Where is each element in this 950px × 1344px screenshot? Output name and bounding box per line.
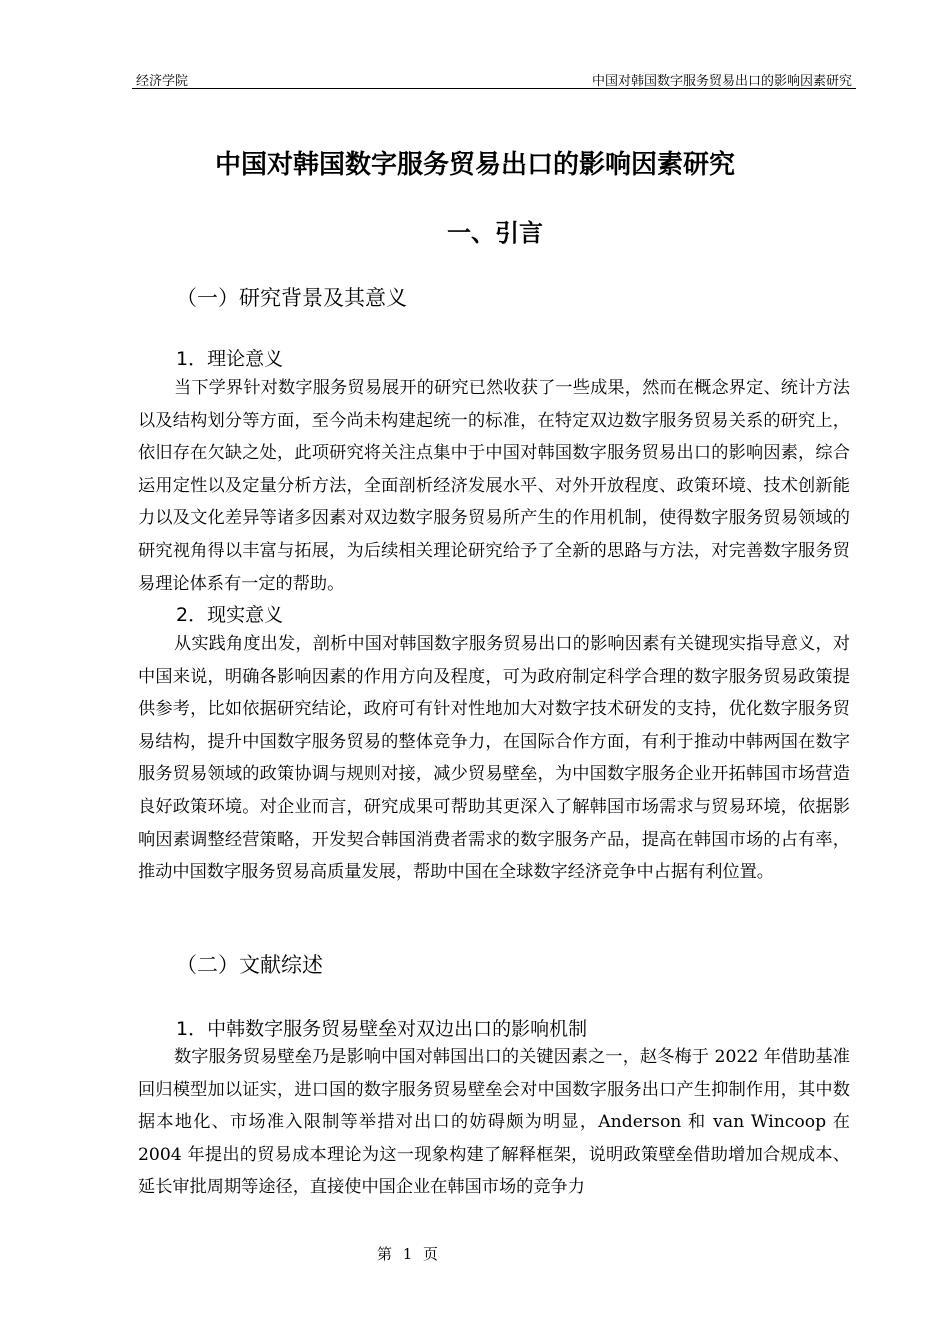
paragraph-practice: 从实践角度出发，剖析中国对韩国数字服务贸易出口的影响因素有关键现实指导意义，对中国来说，明确各影响因素的作用方向及程度，可为政府制定科学合理的数字服务贸易政策提供参考，比如依据研究结论，政府可有针对性地加大对数字技术研发的支持，优化数字服务贸易结构，提升中国数字服务贸易的整体竞争力，在国际合作方面，有利于推动中韩两国在数字服务贸易领域的政策协调与规则对接，减少贸易壁垒，为中国数字服务企业开拓韩国市场营造良好政策环境。对企业而言，研究成果可帮助其更深入了解韩国市场需求与贸易环境，依据影响因素调整经营策略，开发契合韩国消费者需求的数字服务产品，提高在韩国市场的占有率，推动中国数字服务贸易高质量发展，帮助中国在全球数字经济竞争中占据有利位置。: [138, 634, 850, 883]
section-heading-literature: （二）文献综述: [176, 953, 323, 977]
header-running-title: 中国对韩国数字服务贸易出口的影响因素研究: [591, 74, 852, 89]
section-heading-background: （一）研究背景及其意义: [176, 286, 407, 310]
subsection-heading-barriers: 1．中韩数字服务贸易壁垒对双边出口的影响机制: [176, 1018, 588, 1040]
header-school: 经济学院: [136, 74, 189, 89]
paragraph-theory: 当下学界针对数字服务贸易展开的研究已然收获了一些成果，然而在概念界定、统计方法以及结构划分等方面，至今尚未构建起统一的标准，在特定双边数字服务贸易关系的研究上，依旧存在欠缺之处，此项研究将关注点集中于中国对韩国数字服务贸易出口的影响因素，综合运用定性以及定量分析方法，全面剖析经济发展水平、对外开放程度、政策环境、技术创新能力以及文化差异等诸多因素对双边数字服务贸易所产生的作用机制，使得数字服务贸易领域的研究视角得以丰富与拓展，为后续相关理论研究给予了全新的思路与方法，对完善数字服务贸易理论体系有一定的帮助。: [138, 378, 850, 594]
chapter-heading: 一、引言: [447, 219, 543, 247]
subsection-heading-practice: 2．现实意义: [176, 604, 284, 626]
page-header: [132, 68, 856, 89]
page-number: 第 1 页: [376, 1245, 439, 1263]
paper-title: 中国对韩国数字服务贸易出口的影响因素研究: [214, 150, 735, 180]
subsection-heading-theory: 1．理论意义: [176, 348, 284, 370]
paragraph-barriers: 数字服务贸易壁垒乃是影响中国对韩国出口的关键因素之一，赵冬梅于 2022 年借助基准回归模型加以证实，进口国的数字服务贸易壁垒会对中国数字服务出口产生抑制作用，其中数据本地化、市场准入限制等举措对出口的妨碍颇为明显，Anderson 和 van Wincoop 在 2004 年提出的贸易成本理论为这一现象构建了解释框架，说明政策壁垒借助增加合规成本、延长审批周期等途径，直接使中国企业在韩国市场的竞争力: [138, 1047, 850, 1198]
